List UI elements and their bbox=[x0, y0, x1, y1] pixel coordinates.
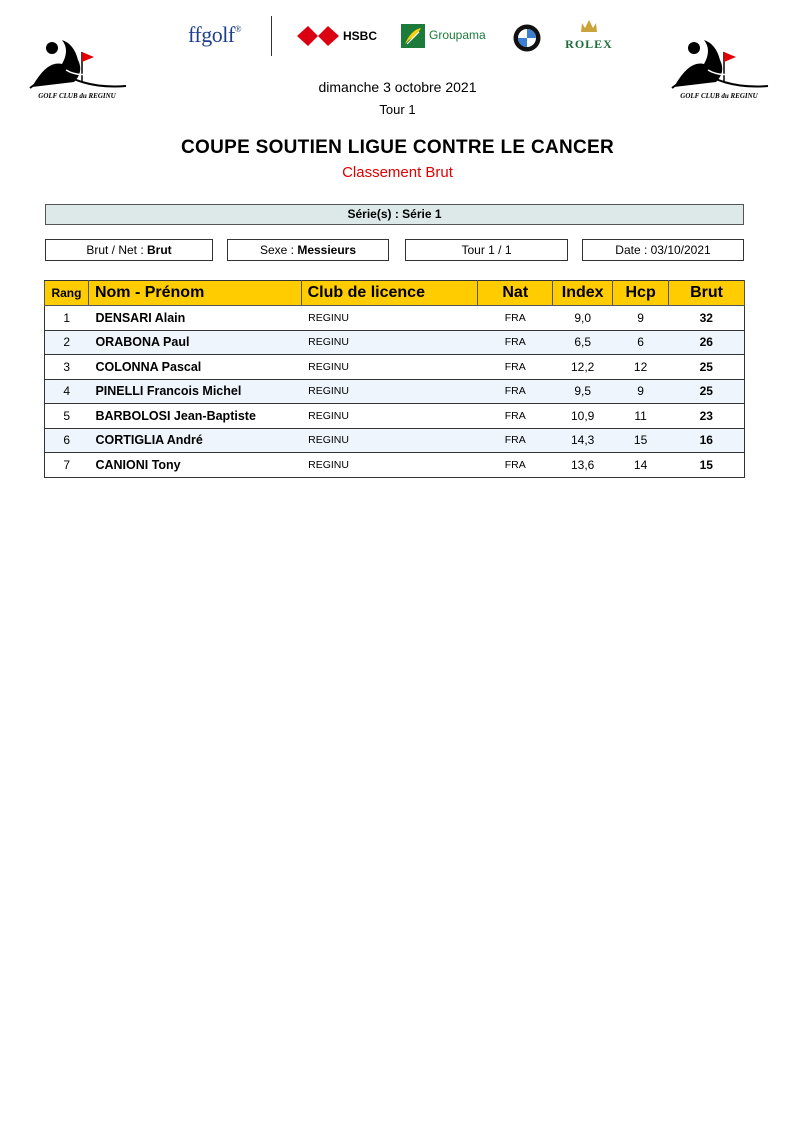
cell-nom: CANIONI Tony bbox=[88, 453, 301, 478]
hsbc-hexagon-icon bbox=[297, 26, 339, 46]
table-header-row bbox=[45, 281, 745, 306]
groupama-logo: Groupama bbox=[401, 24, 501, 48]
cell-nom: COLONNA Pascal bbox=[88, 355, 301, 380]
cell-nom: DENSARI Alain bbox=[88, 306, 301, 331]
cell-hcp: 6 bbox=[613, 330, 669, 355]
hsbc-logo: HSBC bbox=[297, 26, 383, 46]
club-logo-text: GOLF CLUB du REGINU bbox=[680, 92, 758, 100]
col-header-hcp: Hcp bbox=[613, 281, 669, 306]
cell-rang: 1 bbox=[45, 306, 89, 331]
cell-brut: 25 bbox=[669, 379, 745, 404]
cell-nat: FRA bbox=[478, 355, 553, 380]
series-bar: Série(s) : Série 1 bbox=[45, 204, 744, 225]
cell-club: REGINU bbox=[301, 379, 478, 404]
brut-net-value: Brut bbox=[147, 243, 172, 257]
cell-index: 6,5 bbox=[553, 330, 613, 355]
cell-nom: PINELLI Francois Michel bbox=[88, 379, 301, 404]
rolex-logo: ROLEX bbox=[563, 18, 615, 54]
table-row bbox=[45, 428, 745, 453]
cell-brut: 32 bbox=[669, 306, 745, 331]
cell-hcp: 14 bbox=[613, 453, 669, 478]
bmw-roundel-icon bbox=[513, 24, 541, 52]
cell-nom: CORTIGLIA André bbox=[88, 428, 301, 453]
brut-net-box bbox=[45, 239, 213, 261]
date-box: Date : 03/10/2021 bbox=[582, 239, 744, 261]
tour-box: Tour 1 / 1 bbox=[405, 239, 568, 261]
club-logo-text: GOLF CLUB du REGINU bbox=[38, 92, 116, 100]
cell-nat: FRA bbox=[478, 453, 553, 478]
cell-nat: FRA bbox=[478, 404, 553, 429]
cell-index: 10,9 bbox=[553, 404, 613, 429]
bmw-logo bbox=[513, 24, 541, 52]
cell-index: 12,2 bbox=[553, 355, 613, 380]
cell-brut: 15 bbox=[669, 453, 745, 478]
sexe-label: Sexe : bbox=[259, 243, 294, 257]
cell-club: REGINU bbox=[301, 404, 478, 429]
crown-icon bbox=[579, 18, 599, 34]
col-header-rang: Rang bbox=[45, 281, 89, 306]
table-row bbox=[45, 453, 745, 478]
col-header-brut: Brut bbox=[669, 281, 745, 306]
event-tour: Tour 1 bbox=[379, 102, 416, 117]
cell-rang: 6 bbox=[45, 428, 89, 453]
table-row bbox=[45, 306, 745, 331]
event-date: dimanche 3 octobre 2021 bbox=[318, 79, 477, 95]
cell-nat: FRA bbox=[478, 428, 553, 453]
brut-net-label: Brut / Net : bbox=[86, 243, 144, 257]
table-row bbox=[45, 355, 745, 380]
sexe-value: Messieurs bbox=[297, 243, 357, 257]
cell-rang: 3 bbox=[45, 355, 89, 380]
page-subtitle: Classement Brut bbox=[342, 164, 453, 181]
cell-brut: 26 bbox=[669, 330, 745, 355]
cell-index: 14,3 bbox=[553, 428, 613, 453]
table-row bbox=[45, 330, 745, 355]
cell-nat: FRA bbox=[478, 306, 553, 331]
table-row bbox=[45, 379, 745, 404]
page-title: COUPE SOUTIEN LIGUE CONTRE LE CANCER bbox=[180, 137, 615, 158]
table-row bbox=[45, 404, 745, 429]
cell-nom: BARBOLOSI Jean-Baptiste bbox=[88, 404, 301, 429]
cell-nat: FRA bbox=[478, 330, 553, 355]
cell-rang: 4 bbox=[45, 379, 89, 404]
col-header-nat: Nat bbox=[478, 281, 553, 306]
cell-rang: 2 bbox=[45, 330, 89, 355]
cell-club: REGINU bbox=[301, 428, 478, 453]
cell-hcp: 15 bbox=[613, 428, 669, 453]
cell-club: REGINU bbox=[301, 330, 478, 355]
results-table bbox=[44, 280, 745, 478]
cell-brut: 25 bbox=[669, 355, 745, 380]
cell-nat: FRA bbox=[478, 379, 553, 404]
col-header-nom: Nom - Prénom bbox=[88, 281, 301, 306]
sexe-box bbox=[227, 239, 389, 261]
cell-brut: 23 bbox=[669, 404, 745, 429]
cell-hcp: 9 bbox=[613, 306, 669, 331]
cell-hcp: 11 bbox=[613, 404, 669, 429]
cell-brut: 16 bbox=[669, 428, 745, 453]
cell-index: 13,6 bbox=[553, 453, 613, 478]
cell-hcp: 12 bbox=[613, 355, 669, 380]
sponsor-logos bbox=[185, 12, 625, 60]
sponsor-divider bbox=[271, 16, 272, 56]
cell-nom: ORABONA Paul bbox=[88, 330, 301, 355]
col-header-index: Index bbox=[553, 281, 613, 306]
cell-club: REGINU bbox=[301, 453, 478, 478]
cell-index: 9,0 bbox=[553, 306, 613, 331]
cell-hcp: 9 bbox=[613, 379, 669, 404]
cell-index: 9,5 bbox=[553, 379, 613, 404]
cell-club: REGINU bbox=[301, 306, 478, 331]
cell-rang: 5 bbox=[45, 404, 89, 429]
cell-club: REGINU bbox=[301, 355, 478, 380]
cell-rang: 7 bbox=[45, 453, 89, 478]
groupama-leaf-icon bbox=[401, 24, 425, 48]
ffgolf-logo: ffgolf® bbox=[188, 22, 242, 47]
col-header-club: Club de licence bbox=[301, 281, 478, 306]
